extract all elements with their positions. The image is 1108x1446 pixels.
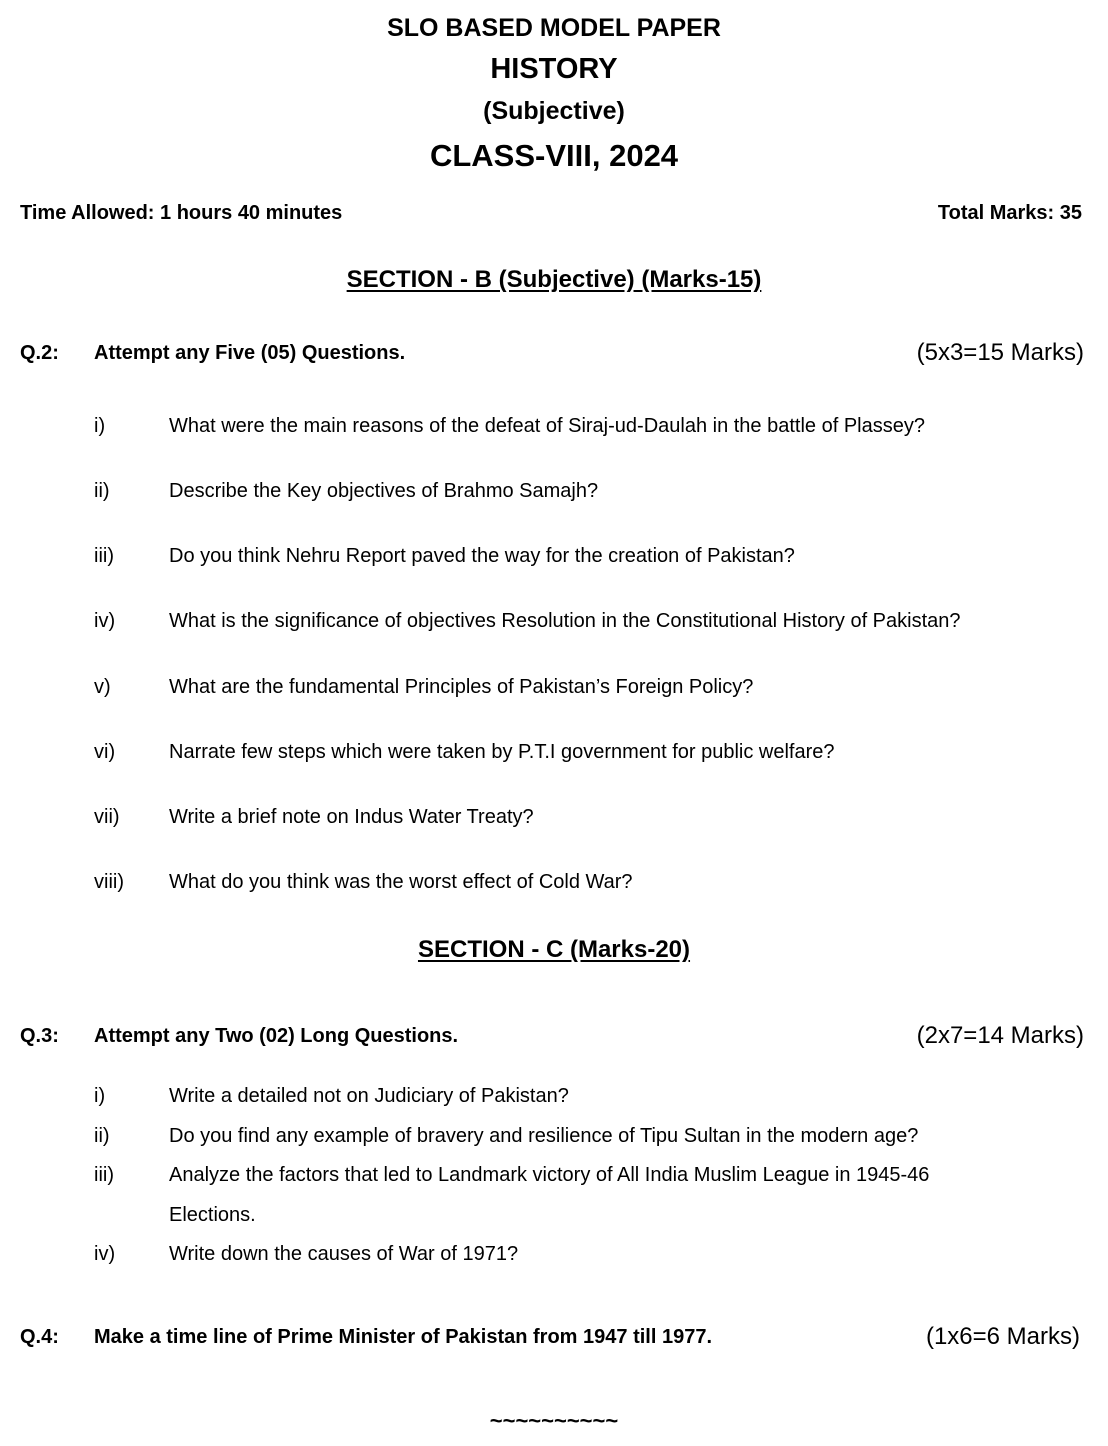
q3-item-text: Write down the causes of War of 1971? [169,1243,519,1265]
q2-item-text: What is the significance of objectives Resolution in the Constitutional History of Pakistan? [169,610,961,632]
q2-item-text: Narrate few steps which were taken by P.T.I government for public welfare? [169,741,835,763]
q4-marks: (1x6=6 Marks) [925,1323,1080,1350]
q2-item-text: Do you think Nehru Report paved the way for the creation of Pakistan? [169,545,795,567]
q2-item-text: Describe the Key objectives of Brahmo Samajh? [169,480,599,502]
total-marks: Total Marks: 35 [937,202,1082,224]
q2-item-number: iv) [94,610,116,632]
q4-instruction: Make a time line of Prime Minister of Pakistan from 1947 till 1977. [94,1326,713,1348]
q2-item-number: i) [94,415,106,437]
q3-item-text-continued: Elections. [169,1204,256,1226]
q2-marks: (5x3=15 Marks) [916,339,1084,366]
q3-instruction: Attempt any Two (02) Long Questions. [94,1025,459,1047]
q3-item-text: Analyze the factors that led to Landmark victory of All India Muslim League in 1945-46 [169,1164,930,1186]
q2-item-number: vi) [94,741,116,763]
q3-item-number: iii) [94,1164,114,1186]
q2-item-text: What do you think was the worst effect of Cold War? [169,871,633,893]
q3-item-text: Do you find any example of bravery and resilience of Tipu Sultan in the modern age? [169,1125,919,1147]
paper-heading: SLO BASED MODEL PAPER [387,14,721,42]
q3-item-number: i) [94,1085,106,1107]
q2-item-text: What were the main reasons of the defeat of Siraj-ud-Daulah in the battle of Plassey? [169,415,925,437]
q2-item-number: ii) [94,480,110,502]
q3-item-number: ii) [94,1125,110,1147]
q2-number: Q.2: [20,342,59,364]
q3-marks: (2x7=14 Marks) [916,1022,1084,1049]
q2-item-number: vii) [94,806,120,828]
subject-title: HISTORY [490,53,618,85]
q2-item-number: viii) [94,871,124,893]
q4-number: Q.4: [20,1326,59,1348]
q2-item-text: What are the fundamental Principles of Pakistan’s Foreign Policy? [169,676,754,698]
section-c-title: SECTION - C (Marks-20) [417,936,691,963]
q2-item-text: Write a brief note on Indus Water Treaty? [169,806,534,828]
end-of-paper-mark: ~~~~~~~~~~ [489,1408,619,1433]
q3-number: Q.3: [20,1025,59,1047]
q2-item-number: v) [94,676,111,698]
section-b-title: SECTION - B (Subjective) (Marks-15) [346,266,762,293]
time-allowed: Time Allowed: 1 hours 40 minutes [20,202,343,224]
q2-instruction: Attempt any Five (05) Questions. [94,342,406,364]
paper-type: (Subjective) [483,97,625,125]
q2-item-number: iii) [94,545,114,567]
q3-item-number: iv) [94,1243,116,1265]
q3-item-text: Write a detailed not on Judiciary of Pakistan? [169,1085,569,1107]
class-year: CLASS-VIII, 2024 [429,138,679,173]
